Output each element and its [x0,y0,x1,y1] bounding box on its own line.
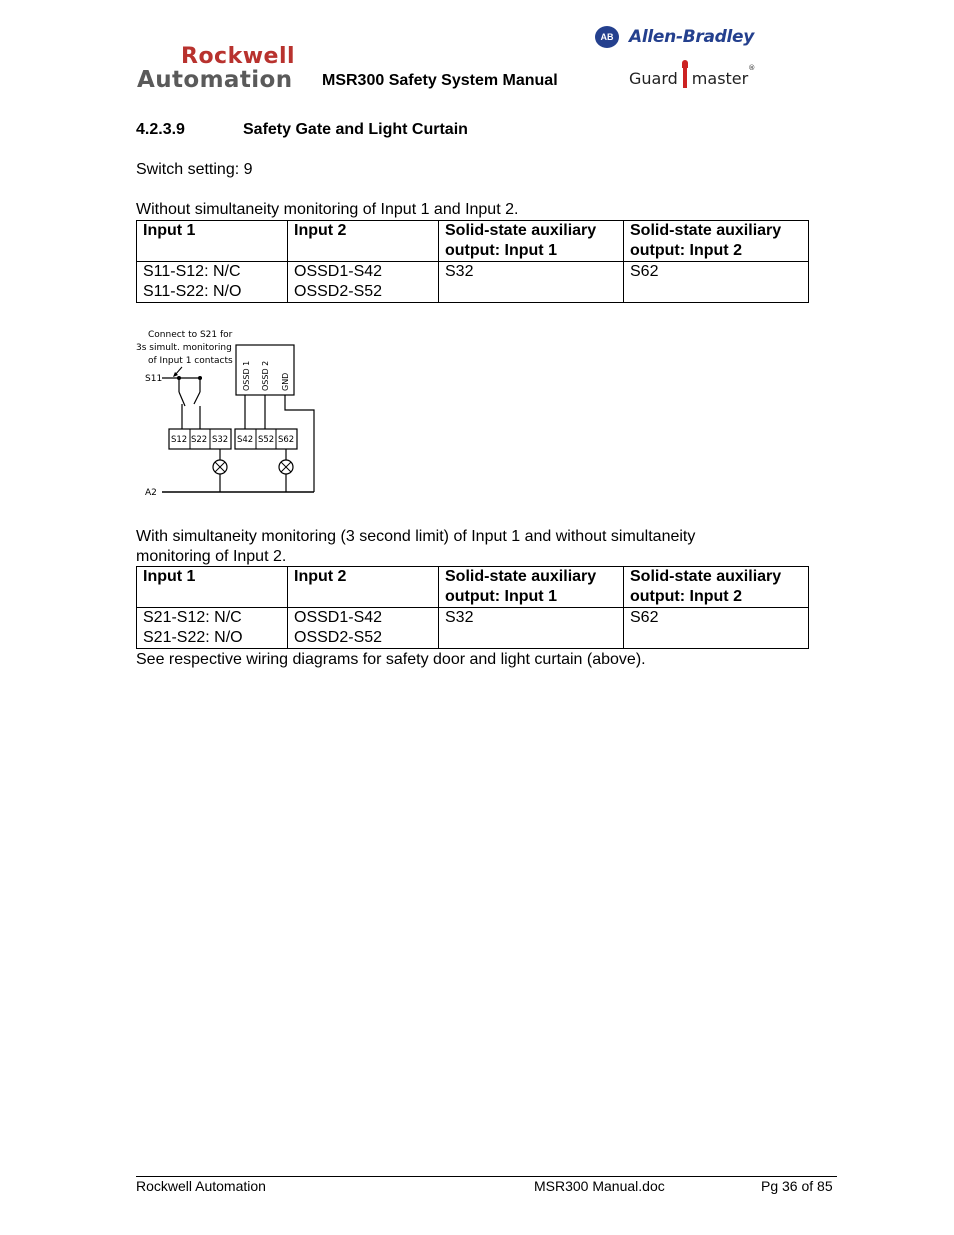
footer-page-number: Pg 36 of 85 [761,1178,833,1194]
header-aux-input2: Solid-state auxiliary output: Input 2 [624,221,809,262]
cell-input2: OSSD1-S42 OSSD2-S52 [288,262,439,303]
cell-input2: OSSD1-S42 OSSD2-S52 [288,608,439,649]
header-input1: Input 1 [137,221,288,262]
switch-setting: Switch setting: 9 [136,161,253,178]
diagram-note-line2: 3s simult. monitoring [136,343,232,353]
diagram-note-line3: of Input 1 contacts [148,356,233,366]
table2-intro-line2: monitoring of Input 2. [136,548,287,565]
wiring-diagram [132,326,322,498]
header-aux-input1: Solid-state auxiliary output: Input 1 [439,221,624,262]
terminal-s52: S52 [258,435,275,445]
cell-aux2: S62 [624,262,809,303]
diagram-label-ossd2: OSSD 2 [261,360,270,391]
header-aux-input2: Solid-state auxiliary output: Input 2 [624,567,809,608]
table2-intro-line1: With simultaneity monitoring (3 second limit) of Input 1 and without simultaneity [136,528,696,545]
cell-aux1: S32 [439,262,624,303]
logo-line-rockwell: Rockwell [181,44,296,69]
table-row [137,608,809,649]
diagram-note-line1: Connect to S21 for [148,330,233,340]
header-input2: Input 2 [288,221,439,262]
header-aux-input1: Solid-state auxiliary output: Input 1 [439,567,624,608]
wiring-note: See respective wiring diagrams for safety door and light curtain (above). [136,651,646,668]
header-input1: Input 1 [137,567,288,608]
footer-filename: MSR300 Manual.doc [534,1178,665,1194]
registered-mark: ® [748,64,756,72]
terminal-s62: S62 [278,435,295,445]
terminal-s32: S32 [212,435,229,445]
guardsman-icon [680,60,690,88]
ab-badge-icon: AB [595,26,619,48]
guardmaster-logo [629,60,755,88]
footer-company: Rockwell Automation [136,1178,266,1194]
diagram-label-s11: S11 [145,374,163,384]
table-header-row [137,567,809,608]
cell-aux2: S62 [624,608,809,649]
allen-bradley-wordmark: Allen-Bradley [629,27,755,47]
section-number: 4.2.3.9 [136,121,185,138]
header-input2: Input 2 [288,567,439,608]
diagram-label-a2: A2 [145,488,157,498]
table1 [136,220,809,303]
cell-input1: S11-S12: N/C S11-S22: N/O [137,262,288,303]
table-row [137,262,809,303]
table1-intro: Without simultaneity monitoring of Input 1 and Input 2. [136,201,519,218]
diagram-label-ossd1: OSSD 1 [242,360,251,391]
rockwell-automation-logo [137,46,315,92]
cell-aux1: S32 [439,608,624,649]
table-header-row [137,221,809,262]
terminal-s42: S42 [237,435,254,445]
guardmaster-left: Guard [629,69,678,88]
diagram-label-gnd: GND [281,372,290,391]
document-title: MSR300 Safety System Manual [322,72,558,89]
logo-line-automation: Automation [137,67,293,93]
footer-rule [136,1176,837,1177]
section-title: Safety Gate and Light Curtain [243,121,468,138]
terminal-s12: S12 [171,435,188,445]
guardmaster-right: master [691,69,749,88]
table2 [136,566,809,649]
allen-bradley-logo [595,26,754,48]
terminal-s22: S22 [191,435,208,445]
cell-input1: S21-S12: N/C S21-S22: N/O [137,608,288,649]
